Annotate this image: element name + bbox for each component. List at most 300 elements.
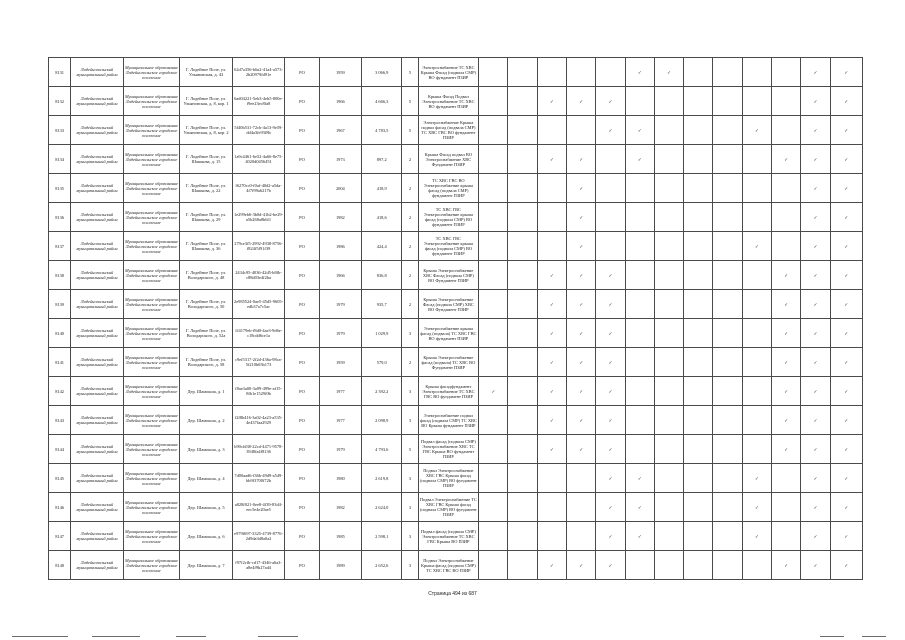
work-mark-cell	[596, 261, 625, 290]
address-cell: Г. Лодейное Поле, ул. Ульяновская, д. 43	[180, 58, 233, 87]
work-mark-cell	[801, 232, 830, 261]
check-mark-icon: ✓	[579, 272, 583, 278]
work-mark-cell	[508, 406, 537, 435]
check-mark-icon: ✓	[813, 98, 818, 104]
table-row	[49, 58, 863, 87]
area-cell: 897,2	[362, 145, 402, 174]
work-mark-cell	[596, 522, 625, 551]
work-mark-cell	[684, 493, 713, 522]
works-cell: Крыша Электроснабжение фасад (подвала) ТС ХВС ВО Фундамент ПЗИР	[418, 348, 479, 377]
check-mark-icon: ✓	[844, 475, 849, 481]
work-mark-cell	[801, 377, 830, 406]
work-mark-cell	[537, 319, 566, 348]
work-mark-cell	[479, 406, 508, 435]
year-cell: 1986	[319, 232, 361, 261]
works-cell: Крыша Электроснабжение ХВС Фасад (подвала СМР) ВО Фундамент ПЗИР	[418, 261, 479, 290]
check-mark-icon: ✓	[755, 243, 759, 249]
works-cell: Подвал Электроснабжение ХВС ГВС Крыша фасад (подвала СМР) ВО фундамент ПЗИР	[418, 464, 479, 493]
work-mark-cell	[537, 377, 566, 406]
check-mark-icon: ✓	[608, 301, 613, 307]
work-mark-cell	[537, 406, 566, 435]
work-mark-cell	[596, 319, 625, 348]
work-mark-cell	[508, 203, 537, 232]
floors-cell: 2	[402, 290, 418, 319]
work-mark-cell	[537, 58, 566, 87]
work-mark-cell	[830, 493, 862, 522]
year-cell: 1966	[319, 87, 361, 116]
work-mark-cell	[567, 377, 596, 406]
floors-cell: 5	[402, 116, 418, 145]
work-mark-cell	[567, 290, 596, 319]
check-mark-icon: ✓	[608, 98, 613, 104]
check-mark-icon: ✓	[755, 127, 759, 133]
work-mark-cell	[654, 87, 683, 116]
district-cell: Ладейнопольский муниципальный район	[71, 522, 124, 551]
fias-code-cell: 62d7a356-b6a2-41a4-a573-2b20979fd91e	[232, 58, 285, 87]
work-mark-cell	[684, 116, 713, 145]
category-cell: РО	[285, 348, 319, 377]
work-mark-cell	[830, 232, 862, 261]
work-mark-cell	[596, 493, 625, 522]
work-mark-cell	[625, 58, 654, 87]
work-mark-cell	[625, 406, 654, 435]
row-number: 8139	[49, 290, 71, 319]
work-mark-cell	[713, 87, 742, 116]
fias-code-cell: b90cfd38-22cd-4471-9578-3948fa4f8136	[232, 435, 285, 464]
work-mark-cell	[742, 319, 771, 348]
work-mark-cell	[684, 377, 713, 406]
check-mark-icon: ✓	[579, 388, 583, 394]
work-mark-cell	[625, 261, 654, 290]
work-mark-cell	[654, 348, 683, 377]
area-cell: 418,6	[362, 203, 402, 232]
work-mark-cell	[654, 493, 683, 522]
work-mark-cell	[596, 174, 625, 203]
work-mark-cell	[567, 116, 596, 145]
work-mark-cell	[508, 377, 537, 406]
year-cell: 2004	[319, 174, 361, 203]
work-mark-cell	[771, 87, 800, 116]
address-cell: Дер. Шамокша, д. 3	[180, 435, 233, 464]
work-mark-cell	[625, 348, 654, 377]
owner-cell: Муниципальное образование Ладейнопольское городское поселение	[123, 377, 180, 406]
year-cell: 1979	[319, 435, 361, 464]
work-mark-cell	[596, 87, 625, 116]
check-mark-icon: ✓	[844, 156, 849, 162]
register-table	[48, 57, 863, 580]
work-mark-cell	[508, 435, 537, 464]
check-mark-icon: ✓	[579, 214, 583, 220]
address-cell: Дер. Шамокша, д. 6	[180, 522, 233, 551]
owner-cell: Муниципальное образование Ладейнопольское городское поселение	[123, 116, 180, 145]
category-cell: РО	[285, 203, 319, 232]
work-mark-cell	[508, 261, 537, 290]
check-mark-icon: ✓	[579, 156, 583, 162]
address-cell: Дер. Шамокша, д. 5	[180, 493, 233, 522]
check-mark-icon: ✓	[813, 185, 818, 191]
work-mark-cell	[713, 58, 742, 87]
row-number: 8133	[49, 116, 71, 145]
category-cell: РО	[285, 406, 319, 435]
scan-edge-line	[92, 636, 140, 637]
work-mark-cell	[567, 261, 596, 290]
table-row	[49, 406, 863, 435]
work-mark-cell	[567, 493, 596, 522]
works-cell: ТС ХВС ГВС Электроснабжение крыша фасад (подвала СМР) ВО фундамент ПЗИР	[418, 203, 479, 232]
work-mark-cell	[830, 261, 862, 290]
work-mark-cell	[771, 232, 800, 261]
works-cell: Крыша Фасад Подвал Электроснабжение ТС ХВС ВО фундамент ПЗИР	[418, 87, 479, 116]
check-mark-icon: ✓	[813, 330, 818, 336]
work-mark-cell	[713, 406, 742, 435]
work-mark-cell	[830, 116, 862, 145]
works-cell: ТС ХВС ГВС ВО Электроснабжение крыша фасад (подвала СМР) фундамент ПЗИР	[418, 174, 479, 203]
work-mark-cell	[537, 435, 566, 464]
work-mark-cell	[479, 58, 508, 87]
check-mark-icon: ✓	[813, 156, 818, 162]
check-mark-icon: ✓	[844, 446, 849, 452]
address-cell: Г. Лодейное Поле, ул. Володарского, д. 48	[180, 261, 233, 290]
check-mark-icon: ✓	[784, 272, 788, 278]
work-mark-cell	[508, 551, 537, 580]
check-mark-icon: ✓	[550, 359, 554, 365]
check-mark-icon: ✓	[755, 504, 759, 510]
check-mark-icon: ✓	[755, 533, 759, 539]
check-mark-icon: ✓	[637, 504, 642, 510]
work-mark-cell	[625, 551, 654, 580]
work-mark-cell	[567, 319, 596, 348]
floors-cell: 2	[402, 261, 418, 290]
district-cell: Ладейнопольский муниципальный район	[71, 116, 124, 145]
row-number: 8137	[49, 232, 71, 261]
work-mark-cell	[479, 203, 508, 232]
work-mark-cell	[742, 145, 771, 174]
work-mark-cell	[596, 145, 625, 174]
work-mark-cell	[684, 232, 713, 261]
check-mark-icon: ✓	[844, 359, 849, 365]
work-mark-cell	[537, 348, 566, 377]
check-mark-icon: ✓	[844, 330, 849, 336]
area-cell: 418,9	[362, 174, 402, 203]
scan-edge-line	[820, 636, 844, 637]
check-mark-icon: ✓	[844, 243, 849, 249]
fias-code-cell: 279ce3f5-2992-4938-8756-f824f5f91f39	[232, 232, 285, 261]
work-mark-cell	[713, 464, 742, 493]
check-mark-icon: ✓	[784, 301, 788, 307]
category-cell: РО	[285, 145, 319, 174]
owner-cell: Муниципальное образование Ладейнопольское городское поселение	[123, 348, 180, 377]
work-mark-cell	[567, 551, 596, 580]
work-mark-cell	[537, 232, 566, 261]
row-number: 8142	[49, 377, 71, 406]
category-cell: РО	[285, 116, 319, 145]
year-cell: 1973	[319, 145, 361, 174]
works-cell: Крыша фасадфундамент Электроснабжение ТС ХВС ГВС ВО фундамент ПЗИР	[418, 377, 479, 406]
work-mark-cell	[684, 203, 713, 232]
check-mark-icon: ✓	[813, 243, 818, 249]
address-cell: Г. Лодейное Поле, ул. Володарского, д. 50	[180, 290, 233, 319]
owner-cell: Муниципальное образование Ладейнопольское городское поселение	[123, 87, 180, 116]
check-mark-icon: ✓	[608, 330, 613, 336]
work-mark-cell	[742, 377, 771, 406]
address-cell: Г. Лодейное Поле, ул. Шашкова, д. 29	[180, 203, 233, 232]
work-mark-cell	[684, 464, 713, 493]
fias-code-cell: e979f697-3325-4739-8776-2d9da3d8a0a2	[232, 522, 285, 551]
work-mark-cell	[801, 203, 830, 232]
check-mark-icon: ✓	[813, 127, 818, 133]
work-mark-cell	[537, 551, 566, 580]
scan-edge-line	[258, 636, 298, 637]
table-row	[49, 435, 863, 464]
check-mark-icon: ✓	[608, 562, 613, 568]
check-mark-icon: ✓	[608, 127, 613, 133]
work-mark-cell	[479, 377, 508, 406]
work-mark-cell	[801, 58, 830, 87]
category-cell: РО	[285, 261, 319, 290]
work-mark-cell	[567, 174, 596, 203]
work-mark-cell	[684, 174, 713, 203]
check-mark-icon: ✓	[579, 301, 583, 307]
work-mark-cell	[713, 435, 742, 464]
work-mark-cell	[801, 435, 830, 464]
work-mark-cell	[479, 261, 508, 290]
work-mark-cell	[684, 435, 713, 464]
address-cell: Г. Лодейное Поле, ул. Ульяновская, д. 8, кор. 2	[180, 116, 233, 145]
check-mark-icon: ✓	[844, 214, 849, 220]
check-mark-icon: ✓	[579, 330, 583, 336]
floors-cell: 2	[402, 145, 418, 174]
area-cell: 1 029,9	[362, 319, 402, 348]
table-row	[49, 493, 863, 522]
works-cell: Подвал фасад (подвала СМР) Электроснабжение ХВС ТС ГВС Крыша ВО фундамент ПЗИР	[418, 435, 479, 464]
work-mark-cell	[801, 116, 830, 145]
category-cell: РО	[285, 435, 319, 464]
district-cell: Ладейнопольский муниципальный район	[71, 58, 124, 87]
check-mark-icon: ✓	[550, 417, 554, 423]
address-cell: Дер. Шамокша, д. 2	[180, 406, 233, 435]
fias-code-cell: 7d00aad6-f36b-49d9-a549-bb9f3700f72b	[232, 464, 285, 493]
owner-cell: Муниципальное образование Ладейнопольское городское поселение	[123, 493, 180, 522]
year-cell: 1979	[319, 290, 361, 319]
work-mark-cell	[654, 203, 683, 232]
work-mark-cell	[771, 464, 800, 493]
work-mark-cell	[713, 116, 742, 145]
work-mark-cell	[830, 174, 862, 203]
row-number: 8145	[49, 464, 71, 493]
works-cell: Крыша Фасад подвал ВО Электроснабжение ХВС Фундамент ПЗИР	[418, 145, 479, 174]
work-mark-cell	[771, 435, 800, 464]
floors-cell: 2	[402, 348, 418, 377]
work-mark-cell	[771, 522, 800, 551]
work-mark-cell	[625, 87, 654, 116]
area-cell: 2 652,6	[362, 551, 402, 580]
district-cell: Ладейнопольский муниципальный район	[71, 464, 124, 493]
work-mark-cell	[537, 522, 566, 551]
work-mark-cell	[479, 319, 508, 348]
address-cell: Дер. Шамокша, д. 1	[180, 377, 233, 406]
table-row	[49, 319, 863, 348]
work-mark-cell	[684, 290, 713, 319]
work-mark-cell	[713, 493, 742, 522]
table-row	[49, 377, 863, 406]
check-mark-icon: ✓	[550, 330, 554, 336]
work-mark-cell	[713, 232, 742, 261]
check-mark-icon: ✓	[608, 504, 613, 510]
work-mark-cell	[567, 87, 596, 116]
table-row	[49, 464, 863, 493]
check-mark-icon: ✓	[844, 301, 849, 307]
work-mark-cell	[625, 174, 654, 203]
work-mark-cell	[684, 145, 713, 174]
category-cell: РО	[285, 493, 319, 522]
work-mark-cell	[596, 348, 625, 377]
category-cell: РО	[285, 551, 319, 580]
owner-cell: Муниципальное образование Ладейнопольское городское поселение	[123, 464, 180, 493]
check-mark-icon: ✓	[813, 359, 818, 365]
work-mark-cell	[713, 145, 742, 174]
table-row	[49, 116, 863, 145]
owner-cell: Муниципальное образование Ладейнопольское городское поселение	[123, 406, 180, 435]
address-cell: Г. Лодейное Поле, ул. Володарского, д. 52а	[180, 319, 233, 348]
floors-cell: 2	[402, 174, 418, 203]
work-mark-cell	[830, 522, 862, 551]
area-cell: 424,4	[362, 232, 402, 261]
work-mark-cell	[537, 203, 566, 232]
district-cell: Ладейнопольский муниципальный район	[71, 203, 124, 232]
area-cell: 4 793,6	[362, 435, 402, 464]
work-mark-cell	[596, 435, 625, 464]
work-mark-cell	[508, 464, 537, 493]
fias-code-cell: a828f021-0ee8-4f39-83d4-eec5e4e20ae5	[232, 493, 285, 522]
work-mark-cell	[537, 261, 566, 290]
district-cell: Ладейнопольский муниципальный район	[71, 406, 124, 435]
check-mark-icon: ✓	[813, 272, 818, 278]
work-mark-cell	[508, 290, 537, 319]
address-cell: Г. Лодейное Поле, ул. Шашкова, д. 22	[180, 174, 233, 203]
owner-cell: Муниципальное образование Ладейнопольское городское поселение	[123, 58, 180, 87]
work-mark-cell	[771, 174, 800, 203]
work-mark-cell	[830, 203, 862, 232]
work-mark-cell	[567, 435, 596, 464]
works-cell: Электроснабжение Крыша подвал фасад (подвала СМР) ТС ХВС ГВС ВО фундамент ПЗИР	[418, 116, 479, 145]
work-mark-cell	[713, 319, 742, 348]
check-mark-icon: ✓	[813, 388, 818, 394]
check-mark-icon: ✓	[608, 417, 613, 423]
work-mark-cell	[625, 319, 654, 348]
check-mark-icon: ✓	[784, 446, 788, 452]
work-mark-cell	[801, 406, 830, 435]
work-mark-cell	[479, 145, 508, 174]
work-mark-cell	[567, 145, 596, 174]
work-mark-cell	[479, 116, 508, 145]
works-cell: ТС ХВС ГВС Электроснабжение крыша фасад (подвала СМР) ВО фундамент ПЗИР	[418, 232, 479, 261]
check-mark-icon: ✓	[813, 69, 818, 75]
work-mark-cell	[713, 551, 742, 580]
address-cell: Г. Лодейное Поле, ул. Шашкова, д. 15	[180, 145, 233, 174]
district-cell: Ладейнопольский муниципальный район	[71, 232, 124, 261]
check-mark-icon: ✓	[608, 272, 613, 278]
work-mark-cell	[596, 290, 625, 319]
check-mark-icon: ✓	[608, 446, 613, 452]
work-mark-cell	[771, 377, 800, 406]
work-mark-cell	[508, 58, 537, 87]
floors-cell: 3	[402, 493, 418, 522]
area-cell: 935,7	[362, 290, 402, 319]
scan-edge-line	[862, 636, 886, 637]
check-mark-icon: ✓	[844, 272, 849, 278]
work-mark-cell	[830, 290, 862, 319]
work-mark-cell	[771, 261, 800, 290]
work-mark-cell	[742, 58, 771, 87]
category-cell: РО	[285, 87, 319, 116]
work-mark-cell	[625, 145, 654, 174]
check-mark-icon: ✓	[755, 475, 759, 481]
fias-code-cell: 1a9c4461-6e52-4a66-8e75-4020d0456451	[232, 145, 285, 174]
work-mark-cell	[742, 551, 771, 580]
district-cell: Ладейнопольский муниципальный район	[71, 319, 124, 348]
work-mark-cell	[479, 551, 508, 580]
work-mark-cell	[479, 435, 508, 464]
check-mark-icon: ✓	[550, 446, 554, 452]
work-mark-cell	[684, 261, 713, 290]
work-mark-cell	[537, 87, 566, 116]
work-mark-cell	[508, 493, 537, 522]
work-mark-cell	[830, 406, 862, 435]
table-row	[49, 290, 863, 319]
work-mark-cell	[801, 551, 830, 580]
check-mark-icon: ✓	[550, 301, 554, 307]
fias-code-cell: f97f2cfb-cd17-4346-a6a3-a8e4f9b27ad4	[232, 551, 285, 580]
work-mark-cell	[830, 87, 862, 116]
table-row	[49, 203, 863, 232]
work-mark-cell	[537, 145, 566, 174]
work-mark-cell	[596, 464, 625, 493]
check-mark-icon: ✓	[784, 359, 788, 365]
owner-cell: Муниципальное образование Ладейнопольское городское поселение	[123, 232, 180, 261]
owner-cell: Муниципальное образование Ладейнопольское городское поселение	[123, 551, 180, 580]
row-number: 8134	[49, 145, 71, 174]
work-mark-cell	[479, 290, 508, 319]
year-cell: 1979	[319, 319, 361, 348]
work-mark-cell	[596, 203, 625, 232]
work-mark-cell	[684, 406, 713, 435]
work-mark-cell	[742, 406, 771, 435]
work-mark-cell	[508, 145, 537, 174]
work-mark-cell	[567, 406, 596, 435]
check-mark-icon: ✓	[608, 388, 613, 394]
fias-code-cell: f6270cc0-f0af-40d2-a5da-4f7f99a6217b	[232, 174, 285, 203]
page-number: Страница 494 из 687	[428, 591, 477, 597]
work-mark-cell	[654, 232, 683, 261]
work-mark-cell	[771, 551, 800, 580]
work-mark-cell	[508, 232, 537, 261]
work-mark-cell	[801, 87, 830, 116]
work-mark-cell	[567, 348, 596, 377]
work-mark-cell	[596, 406, 625, 435]
owner-cell: Муниципальное образование Ладейнопольское городское поселение	[123, 522, 180, 551]
area-cell: 4 666,3	[362, 87, 402, 116]
work-mark-cell	[713, 348, 742, 377]
work-mark-cell	[654, 58, 683, 87]
fias-code-cell: 6ad04221-5eb3-4eb5-800e-f9ee23ec8fa8	[232, 87, 285, 116]
table-row	[49, 348, 863, 377]
row-number: 8136	[49, 203, 71, 232]
works-cell: Подвал Электроснабжение ТС ХВС ГВС Крыша фасад (подвала СМР) ВО фундамент ПЗИР	[418, 493, 479, 522]
area-cell: 2 598,1	[362, 522, 402, 551]
work-mark-cell	[625, 290, 654, 319]
work-mark-cell	[713, 203, 742, 232]
work-mark-cell	[801, 464, 830, 493]
